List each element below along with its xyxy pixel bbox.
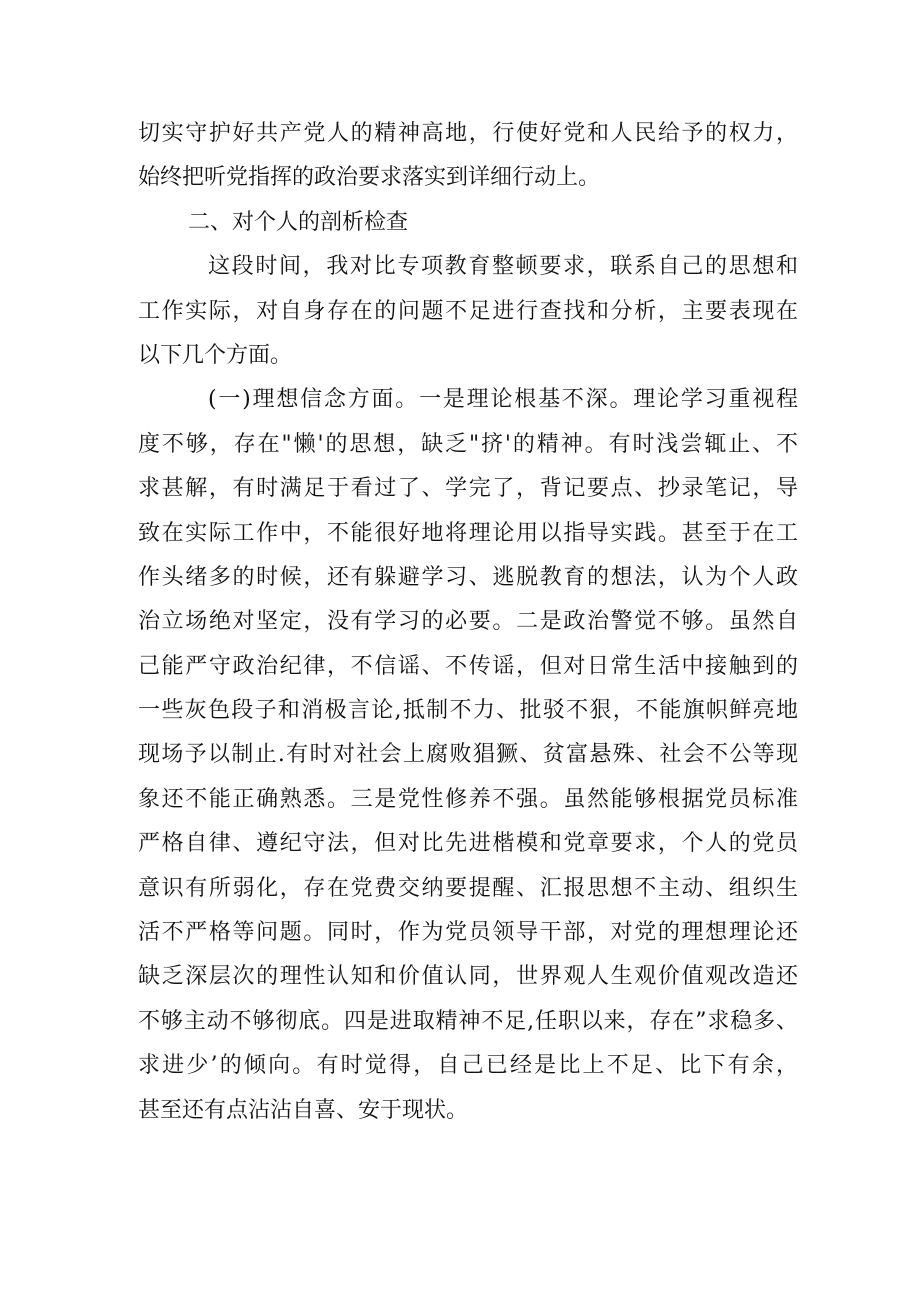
paragraph-line: 一些灰色段子和消极言论,抵制不力、批驳不狠，不能旗帜鲜亮地 [138, 698, 798, 724]
paragraph-line: 象还不能正确熟悉。三是党性修养不强。虽然能够根据党员标准 [138, 786, 798, 812]
paragraph-line: 以下几个方面。 [138, 342, 293, 368]
paragraph-line: 活不严格等问题。同时，作为党员领导干部，对党的理想理论还 [138, 920, 798, 946]
paragraph-line: 不够主动不够彻底。四是进取精神不足,任职以来，存在”求稳多、 [138, 1008, 798, 1034]
document-body [138, 112, 798, 1133]
paragraph-line: 始终把听党指挥的政治要求落实到详细行动上。 [138, 165, 601, 191]
paragraph-line: 意识有所弱化，存在党费交纳要提醒、汇报思想不主动、组织生 [138, 875, 798, 901]
paragraph-line: 求甚解，有时满足于看过了、学完了，背记要点、抄录笔记，导 [138, 476, 798, 502]
paragraph-line: 作头绪多的时候，还有躲避学习、逃脱教育的想法，认为个人政 [138, 564, 798, 590]
paragraph-line: 这段时间，我对比专项教育整顿要求，联系自己的思想和 [208, 254, 798, 280]
paragraph-line: 缺乏深层次的理性认知和价值认同，世界观人生观价值观改造还 [138, 964, 798, 990]
paragraph-line: 致在实际工作中，不能很好地将理论用以指导实践。甚至于在工 [138, 520, 798, 546]
paragraph-line: 己能严守政治纪律，不信谣、不传谣，但对日常生活中接触到的 [138, 653, 798, 679]
paragraph-line: 现场予以制止.有时对社会上腐败猖獗、贫富悬殊、社会不公等现 [138, 742, 798, 768]
paragraph-line: 求进少’的倾向。有时觉得，自己已经是比上不足、比下有余， [138, 1053, 798, 1079]
paragraph-line: 严格自律、遵纪守法，但对比先进楷模和党章要求，个人的党员 [138, 831, 798, 857]
section-heading: 二、对个人的剖析检查 [188, 209, 409, 235]
paragraph-line: (一)理想信念方面。一是理论根基不深。理论学习重视程 [208, 387, 798, 413]
paragraph-line: 治立场绝对坚定，没有学习的必要。二是政治警觉不够。虽然自 [138, 609, 798, 635]
paragraph-line: 切实守护好共产党人的精神高地，行使好党和人民给予的权力， [138, 121, 798, 146]
paragraph-line: 度不够，存在"懒'的思想，缺乏"挤'的精神。有时浅尝辄止、不 [138, 431, 798, 457]
paragraph-line: 甚至还有点沾沾自喜、安于现状。 [138, 1097, 469, 1123]
paragraph-line: 工作实际，对自身存在的问题不足进行查找和分析，主要表现在 [138, 298, 798, 324]
